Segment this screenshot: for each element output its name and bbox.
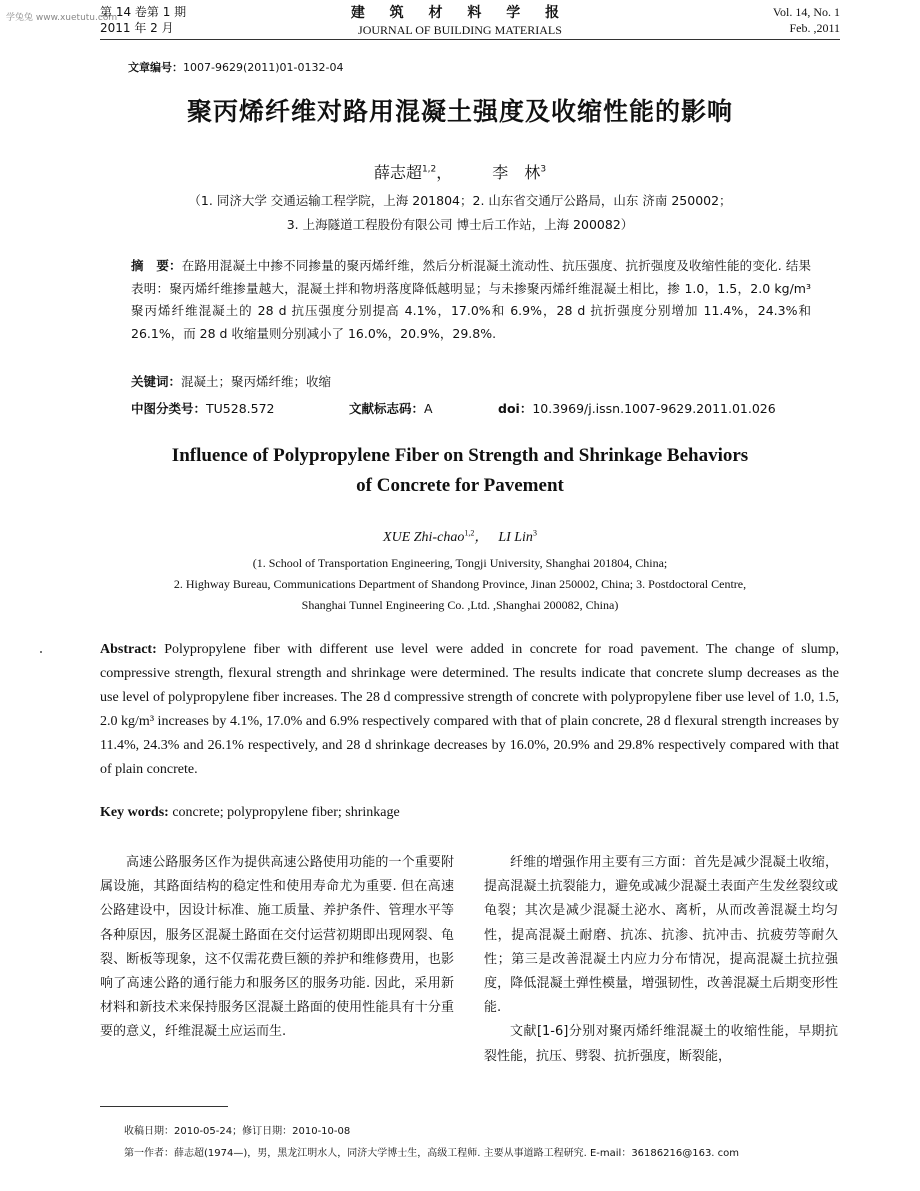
doi [498, 399, 776, 417]
keywords-en [100, 805, 400, 821]
title-en-line-1: Influence of Polypropylene Fiber on Strength and Shrinkage Behaviors [171, 445, 749, 466]
affiliation-en-line-1: (1. School of Transportation Engineering, Tongji University, Shanghai 201804, China; [252, 556, 668, 570]
header-divider [100, 39, 840, 40]
body-column-right [484, 851, 838, 1069]
body-paragraph: 文献[1-6]分别对聚丙烯纤维混凝土的收缩性能，早期抗裂性能，抗压、劈裂、抗折强度，断裂能， [484, 1024, 838, 1064]
margin-dot [40, 651, 42, 653]
watermark-text: 学兔兔 www.xuetutu.com [6, 13, 118, 23]
author-2-affil-cn: 3 [540, 164, 547, 175]
body-column-left [100, 851, 454, 1045]
header-date-en: Feb. ,2011 [789, 21, 840, 35]
document-code-label: 文献标志码： [349, 401, 425, 416]
authors-en [0, 526, 920, 546]
footnote-divider [100, 1106, 228, 1107]
keywords-en-label: Key words: [100, 805, 169, 820]
author-separator-cn: ， [436, 163, 453, 182]
document-code [349, 399, 433, 417]
body-paragraph: 高速公路服务区作为提供高速公路使用功能的一个重要附属设施，其路面结构的稳定性和使用寿命尤为重要. 但在高速公路建设中，因设计标准、施工质量、养护条件、管理水平等各种原因，服务区混凝土路面在交付运营初期即出现网裂、龟裂、断板等现象，这不仅需花费巨额的养护和维修费用，也影响了高速公路的通行能力和服务区的服务功能. 因此，采用新材料和新技术来保持服务区混凝土路面的使用性能具有十分重要的意义，纤维混凝土应运而生. [100, 855, 454, 1040]
clc-value: TU528.572 [206, 401, 275, 416]
keywords-cn-label: 关键词： [131, 374, 182, 389]
header-volume-cn: 第 14 卷第 1 期 [100, 5, 187, 19]
title-en-line-2: of Concrete for Pavement [356, 475, 564, 496]
abstract-en-text: Polypropylene fiber with different use level were added in concrete for road pavement. The change of slump, compressive strength, flexural strength and shrinkage were determined. The results indicate that concrete slump decreases as the use level of polypropylene fiber increases. The 28 d compressive strength of concrete with polypropylene fiber use level of 1.0, 1.5, 2.0 kg/m³ increases by 4.1%, 17.0% and 6.9% respectively compared with that of plain concrete, 28 d flexural strength increases by 11.4%, 24.3% and 26.1% respectively, and 28 d shrinkage decreases by 16.0%, 20.9% and 29.8% respectively compared with that of plain concrete. [100, 642, 839, 777]
footnote-received-date: 收稿日期：2010-05-24；修订日期：2010-10-08 [124, 1126, 351, 1137]
authors-cn [0, 160, 920, 183]
abstract-en [100, 638, 839, 782]
author-1-en: XUE Zhi-chao [383, 530, 465, 545]
affiliations-en [0, 553, 920, 616]
doi-value: 10.3969/j.issn.1007-9629.2011.01.026 [532, 401, 776, 416]
author-2-en: LI Lin [498, 530, 533, 545]
doi-label: doi： [498, 401, 533, 416]
journal-name-en: JOURNAL OF BUILDING MATERIALS [358, 23, 562, 37]
journal-name-cn: 建 筑 材 料 学 报 [350, 5, 570, 21]
footnote-first-author: 第一作者：薛志超(1974—)，男，黑龙江明水人，同济大学博士生，高级工程师. 主要从事道路工程研究. E-mail：36186216@163. com [124, 1148, 740, 1159]
abstract-en-label: Abstract: [100, 642, 157, 657]
author-1-affil-cn: 1,2 [421, 164, 437, 175]
keywords-cn-text: 混凝土；聚丙烯纤维；收缩 [181, 374, 332, 389]
title-cn: 聚丙烯纤维对路用混凝土强度及收缩性能的影响 [186, 97, 733, 126]
article-number-label: 文章编号： [128, 61, 183, 74]
header-issue-en [773, 4, 840, 36]
article-number [128, 59, 343, 75]
title-en [0, 441, 920, 501]
affiliation-en-line-2: 2. Highway Bureau, Communications Department of Shandong Province, Jinan 250002, China; 3. Postdoctoral Centre, [173, 577, 747, 591]
keywords-en-text: concrete; polypropylene fiber; shrinkage [168, 805, 400, 820]
header-date-cn: 2011 年 2 月 [100, 21, 174, 35]
abstract-cn-text: 在路用混凝土中掺不同掺量的聚丙烯纤维，然后分析混凝土流动性、抗压强度、抗折强度及收缩性能的变化. 结果表明：聚丙烯纤维掺量越大，混凝土拌和物坍落度降低越明显；与未掺聚丙烯纤维混凝土相比，掺 1.0，1.5，2.0 kg/m³ 聚丙烯纤维混凝土的 28 d 抗压强度分别提高 4.1%，17.0%和 6.9%，28 d 抗折强度分别增加 11.4%，24.3%和 26.1%，而 28 d 收缩量则分别减小了 16.0%，20.9%，29.8%. [131, 258, 811, 341]
affiliation-en-line-3: Shanghai Tunnel Engineering Co. ,Ltd. ,Shanghai 200082, China) [301, 598, 619, 612]
clc-label: 中图分类号： [131, 401, 207, 416]
author-2-affil-en: 3 [532, 528, 537, 538]
document-code-value: A [424, 401, 433, 416]
author-1-affil-en: 1,2 [464, 528, 475, 538]
affiliation-cn-line-2: 3. 上海隧道工程股份有限公司 博士后工作站，上海 200082） [286, 217, 634, 232]
author-separator-en: ， [474, 530, 489, 545]
author-2-cn: 李 林 [492, 163, 541, 182]
abstract-cn [131, 255, 811, 345]
clc-number [131, 399, 275, 417]
author-1-cn: 薛志超 [373, 163, 422, 182]
affiliation-cn-line-1: （1. 同济大学 交通运输工程学院，上海 201804；2. 山东省交通厅公路局，山东 济南 250002； [188, 193, 732, 208]
abstract-cn-label: 摘 要： [131, 258, 182, 273]
article-number-value: 1007-9629(2011)01-0132-04 [183, 61, 344, 74]
affiliations-cn [0, 189, 920, 237]
header-volume-en: Vol. 14, No. 1 [772, 5, 840, 19]
body-paragraph: 纤维的增强作用主要有三方面：首先是减少混凝土收缩，提高混凝土抗裂能力，避免或减少混凝土表面产生发丝裂纹或龟裂；其次是减少混凝土泌水、离析，从而改善混凝土均匀性，提高混凝土耐磨、抗冻、抗渗、抗冲击、抗疲劳等耐久性；第三是改善混凝土内应力分布情况，提高混凝土抗拉强度，降低混凝土弹性模量，增强韧性，改善混凝土后期变形性能. [484, 855, 838, 1016]
keywords-cn [131, 372, 331, 390]
